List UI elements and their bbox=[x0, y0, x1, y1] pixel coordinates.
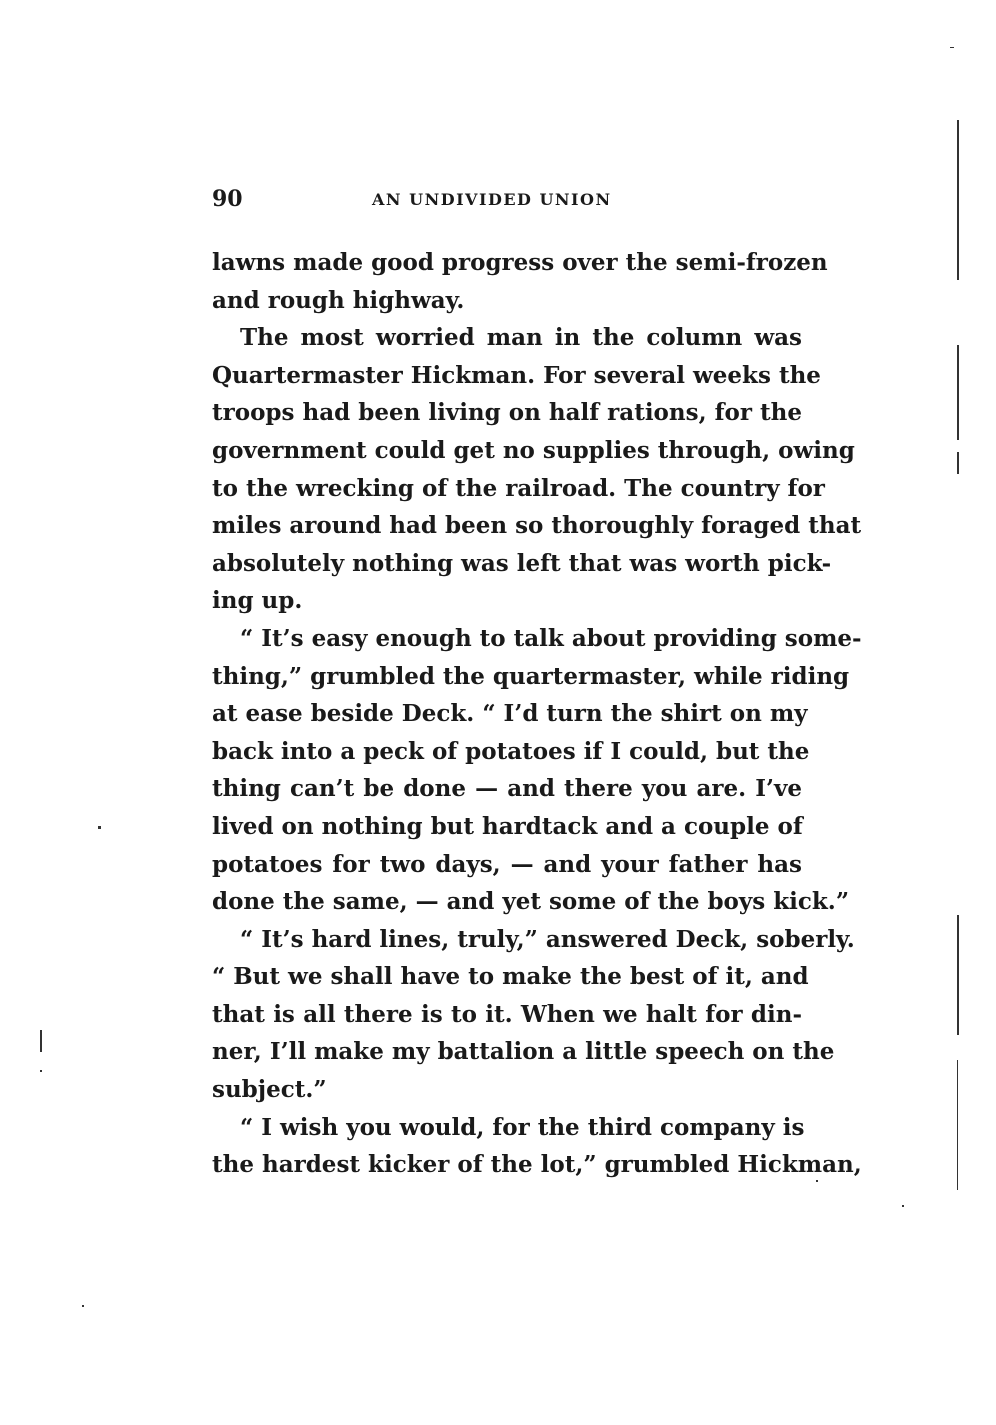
body-text bbox=[212, 244, 862, 1184]
text-line: lawns made good progress over the semi-frozen bbox=[212, 249, 828, 276]
text-line: “ But we shall have to make the best of it, and bbox=[212, 963, 809, 991]
scan-artifact bbox=[816, 1180, 818, 1182]
text-line: “ It’s hard lines, truly,” answered Deck, soberly. bbox=[240, 925, 855, 953]
text-line: troops had been living on half rations, for the bbox=[212, 399, 802, 427]
text-line: “ I wish you would, for the third company is bbox=[240, 1113, 805, 1141]
text-line: government could get no supplies through, owing bbox=[212, 436, 855, 464]
running-title: AN UNDIVIDED UNION bbox=[372, 190, 612, 209]
text-line: back into a peck of potatoes if I could, but the bbox=[212, 737, 810, 765]
text-line: to the wrecking of the railroad. The country for bbox=[212, 474, 825, 502]
scan-artifact bbox=[957, 452, 959, 474]
text-line: subject.” bbox=[212, 1076, 327, 1104]
scan-artifact bbox=[957, 345, 959, 440]
text-line: potatoes for two days, — and your father has bbox=[212, 850, 802, 878]
text-line: ner, I’ll make my battalion a little speech on the bbox=[212, 1038, 835, 1066]
text-line: at ease beside Deck. “ I’d turn the shirt on my bbox=[212, 700, 808, 728]
scan-artifact bbox=[957, 1060, 958, 1190]
text-line: done the same, — and yet some of the boys kick.” bbox=[212, 888, 850, 916]
text-line: “ It’s easy enough to talk about providing some- bbox=[240, 624, 862, 652]
text-line: ing up. bbox=[212, 587, 303, 615]
text-line: and rough highway. bbox=[212, 286, 465, 314]
text-line: thing can’t be done — and there you are. I’ve bbox=[212, 775, 802, 803]
text-line: that is all there is to it. When we halt for din- bbox=[212, 1000, 802, 1028]
scan-artifact bbox=[902, 1205, 904, 1207]
scan-artifact bbox=[957, 915, 959, 1035]
scan-artifact bbox=[40, 1030, 42, 1052]
page-number: 90 bbox=[212, 186, 243, 212]
scan-artifact bbox=[40, 1070, 42, 1072]
page-header bbox=[212, 186, 802, 216]
text-line: absolutely nothing was left that was worth pick- bbox=[212, 549, 832, 577]
scan-artifact bbox=[82, 1305, 84, 1307]
scan-artifact bbox=[957, 120, 959, 280]
scan-artifact bbox=[950, 47, 954, 48]
text-line: lived on nothing but hardtack and a couple of bbox=[212, 812, 803, 840]
scan-artifact bbox=[98, 826, 101, 829]
text-line: Quartermaster Hickman. For several weeks the bbox=[212, 361, 821, 389]
text-line: miles around had been so thoroughly foraged that bbox=[212, 512, 862, 540]
text-line: The most worried man in the column was bbox=[240, 324, 802, 352]
text-line: thing,” grumbled the quartermaster, while riding bbox=[212, 662, 850, 690]
text-line: the hardest kicker of the lot,” grumbled Hickman, bbox=[212, 1151, 862, 1179]
